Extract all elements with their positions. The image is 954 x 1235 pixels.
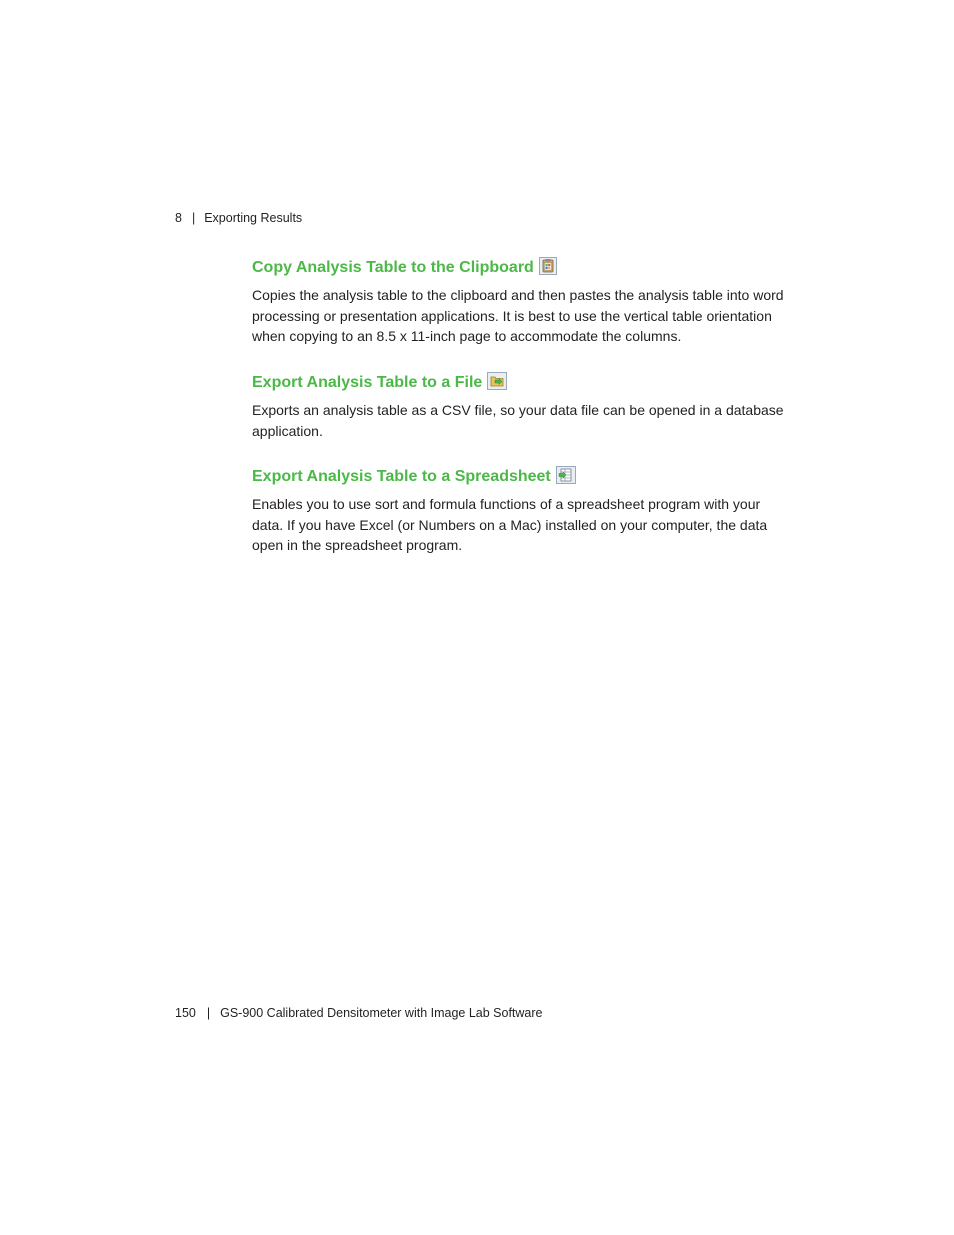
clipboard-copy-icon — [539, 257, 557, 275]
section-heading — [252, 372, 792, 394]
section-export-to-spreadsheet — [252, 466, 792, 556]
section-body: Exports an analysis table as a CSV file, so your data file can be opened in a database application. — [252, 402, 784, 439]
section-heading — [252, 466, 792, 488]
running-footer — [175, 1006, 543, 1020]
chapter-title: Exporting Results — [204, 211, 303, 225]
section-title: Export Analysis Table to a File — [252, 374, 483, 391]
export-spreadsheet-icon — [556, 466, 574, 484]
section-body: Copies the analysis table to the clipboard and then pastes the analysis table into word processing or presentation applications. It is best to use the vertical table orientation when copying to an 8.5 x 11-inch page to accommodate the columns. — [252, 287, 784, 344]
section-title: Export Analysis Table to a Spreadsheet — [252, 468, 551, 485]
chapter-number: 8 — [175, 211, 182, 225]
section-title: Copy Analysis Table to the Clipboard — [252, 259, 534, 276]
header-separator: | — [191, 211, 196, 225]
section-heading — [252, 257, 792, 279]
running-header — [175, 211, 302, 225]
export-file-icon — [487, 372, 505, 390]
section-export-to-file — [252, 372, 792, 441]
page-number: 150 — [175, 1006, 196, 1020]
book-title: GS-900 Calibrated Densitometer with Image Lab Software — [220, 1006, 543, 1020]
section-body: Enables you to use sort and formula functions of a spreadsheet program with your data. If you have Excel (or Numbers on a Mac) installed on your computer, the data open in the spreadsheet program. — [252, 496, 768, 553]
section-copy-to-clipboard — [252, 257, 792, 347]
footer-separator: | — [206, 1006, 211, 1020]
